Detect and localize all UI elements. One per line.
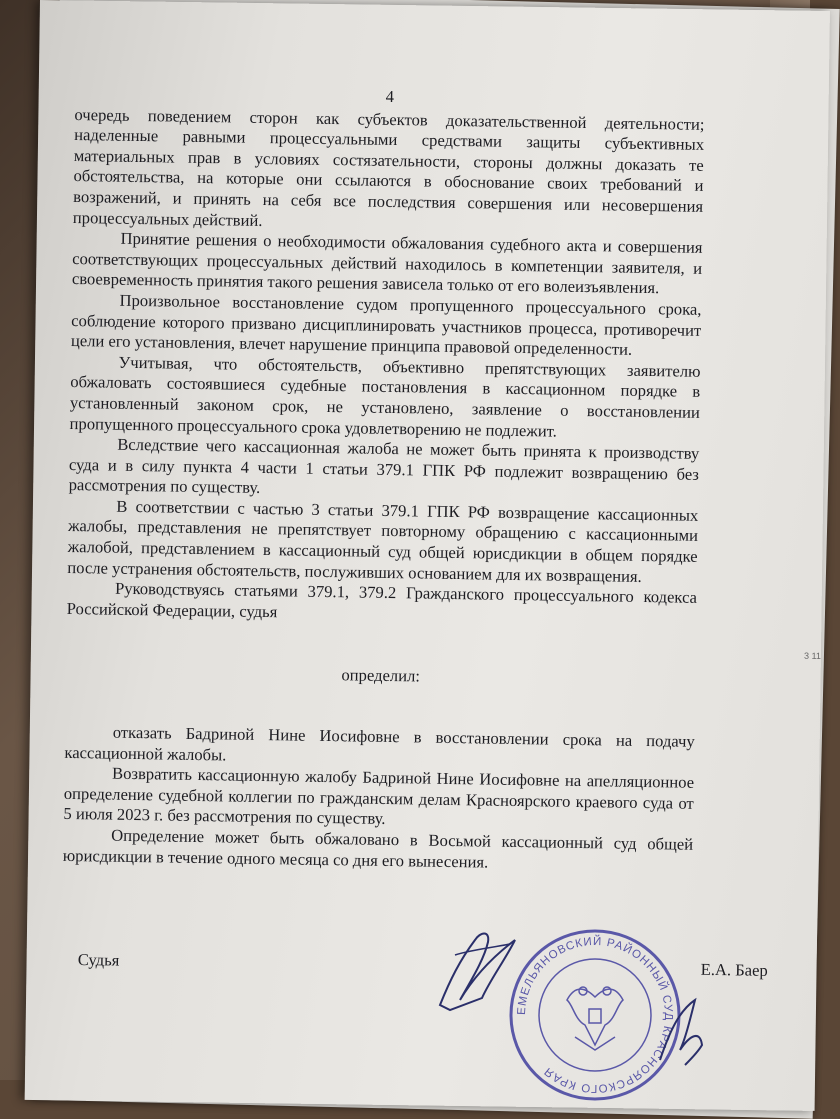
judge-name: Е.А. Баер (700, 959, 768, 980)
document-text (63, 82, 705, 876)
paragraph-1: очередь поведением сторон как субъектов доказательственной деятельности; наделенные равными процессуальными средствами защиты субъективных материальных прав в условиях состязательности, стороны должны доказать те обстоятельства, на которые они ссылаются в обоснование своих требований и возражений, и принять на себя все последствия совершения или несовершения процессуальных действий. (72, 104, 705, 230)
paragraph-7: Руководствуясь статьями 379.1, 379.2 Гражданского процессуального кодекса Российской Федерации, судья (66, 578, 698, 622)
decision-heading: определил: (341, 665, 421, 686)
paragraph-6: В соответствии с частью 3 статьи 379.1 ГПК РФ возвращение кассационных жалобы, представления не препятствует повторному обращению с кассационными жалобой, представлением в кассационный суд общей юрисдикции в общем порядке после устранения обстоятельств, послуживших основанием для их возвращения. (67, 496, 699, 586)
resolution-refuse: отказать Бадриной Нине Иосифовне в восстановлении срока на подачу кассационной жалобы. (64, 722, 695, 765)
resolution-return: Возвратить кассационную жалобу Бадриной Нине Иосифовне на апелляционное определение судебной коллегии по гражданским делам Красноярского краевого суда от 5 июля 2023 г. без рассмотрения по существу. (63, 763, 695, 829)
resolution-appeal: Определение может быть обжаловано в Восьмой кассационный суд общей юрисдикции в течение одного месяца со дня его вынесения. (62, 825, 694, 872)
page-number: 4 (385, 86, 395, 107)
edge-mark: 3 11 (803, 650, 821, 661)
judge-title: Судья (77, 950, 120, 970)
stamp-text: ЕМЕЛЬЯНОВСКИЙ РАЙОННЫЙ СУД КРАСНОЯРСКОГО КРАЯ (515, 935, 675, 1095)
second-signature (650, 990, 710, 1070)
paragraph-4: Учитывая, что обстоятельств, объективно препятствующих заявителю обжаловать состоявшиеся судебные постановления в кассационном порядке в установленный законом срок, не установлено, заявление о восстановлении пропущенного процессуального срока удовлетворению не подлежит. (69, 352, 701, 441)
paragraph-5: Вследствие чего кассационная жалоба не может быть принята к производству суда и в силу пункта 4 части 1 статьи 379.1 ГПК РФ подлежит возвращению без рассмотрения по существу. (68, 434, 700, 498)
coat-of-arms-emblem (567, 987, 623, 1050)
paragraph-2: Принятие решения о необходимости обжалования судебного акта и совершения соответствующих процессуальных действий находилось в компетенции заявителя, и своевременность принятия такого решения зависела только от его волеизъявления. (71, 228, 703, 298)
paragraph-3: Произвольное восстановление судом пропущенного процессуального срока, соблюдение которого призвано дисциплинировать участников процесса, противоречит цели его установления, влечет нарушение принципа правовой определенности. (70, 290, 702, 359)
